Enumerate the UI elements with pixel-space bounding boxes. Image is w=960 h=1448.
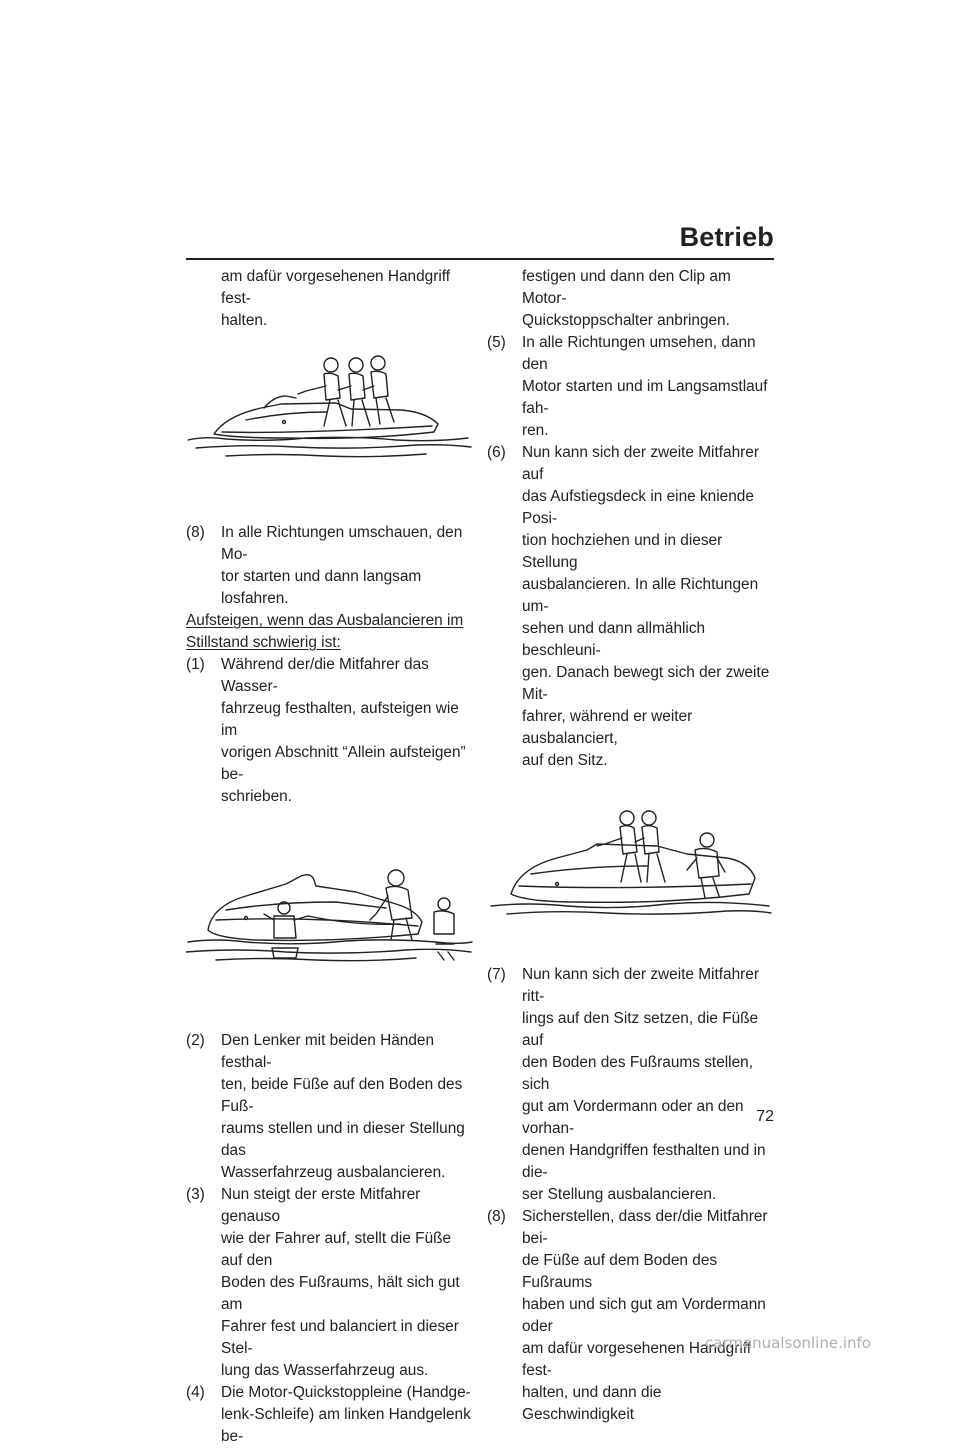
step-7: (7) Nun kann sich der zweite Mitfahrer ritt- lings auf den Sitz setzen, die Füße auf den Boden des Fußraums stellen, sich gut am Vordermann oder an den vorhan- denen Handgriffen festhalten und in die- ser Stellung ausbalancieren. bbox=[487, 966, 766, 1203]
watermark: carmanualsonline.info bbox=[705, 1334, 871, 1352]
page-number: 72 bbox=[756, 1108, 774, 1125]
continuation-paragraph: am dafür vorgesehenen Handgriff fest- halten. bbox=[221, 268, 451, 329]
step-2: (2) Den Lenker mit beiden Händen festhal- ten, beide Füße auf den Boden des Fuß- raums stellen und in dieser Stellung das Wasserfahrzeug ausbalancieren. bbox=[186, 1032, 465, 1181]
step-8: (8) In alle Richtungen umschauen, den Mo- tor starten und dann langsam losfahren. bbox=[186, 524, 463, 607]
section-heading: Aufsteigen, wenn das Ausbalancieren im Stillstand schwierig ist: bbox=[186, 612, 464, 651]
step-5: (5) In alle Richtungen umsehen, dann den Motor starten und im Langsamstlauf fah- ren. bbox=[487, 334, 768, 439]
step-6: (6) Nun kann sich der zweite Mitfahrer auf das Aufstiegsdeck in eine kniende Posi- tion hochziehen und in dieser Stellung ausbalancieren. In alle Richtungen um- sehen und dann allmählich beschleuni- gen. Danach bewegt sich der zweite Mit- fahrer, während er weiter ausbalanciert, auf den Sitz. bbox=[487, 444, 770, 769]
step-3: (3) Nun steigt der erste Mitfahrer genauso wie der Fahrer auf, stellt die Füße auf den Boden des Fußraums, hält sich gut am Fahrer fest und balanciert in dieser Stel- lung das Wasserfahrzeug aus. bbox=[186, 1186, 460, 1379]
illustration-second-passenger-boarding bbox=[487, 798, 777, 928]
page-title: Betrieb bbox=[679, 222, 774, 252]
step-1: (1) Während der/die Mitfahrer das Wasser- fahrzeug festhalten, aufsteigen wie im vorigen Abschnitt “Allein aufsteigen” be- schrieben. bbox=[186, 656, 466, 805]
right-column bbox=[487, 266, 777, 1426]
header-rule bbox=[186, 258, 774, 260]
continuation-paragraph: festigen und dann den Clip am Motor- Quickstoppschalter anbringen. bbox=[522, 268, 731, 329]
step-8: (8) Sicherstellen, dass der/die Mitfahrer bei- de Füße auf dem Boden des Fußraums haben und sich gut am Vordermann oder am dafür vorgesehenen Handgriff fest- halten, und dann die Geschwindigkeit bbox=[487, 1208, 768, 1423]
illustration-boarding-from-water bbox=[186, 856, 476, 996]
illustration-three-riders-on-jetski bbox=[186, 346, 476, 482]
step-4: (4) Die Motor-Quickstoppleine (Handge- lenk-Schleife) am linken Handgelenk be- bbox=[186, 1384, 471, 1445]
left-column bbox=[186, 266, 476, 1448]
